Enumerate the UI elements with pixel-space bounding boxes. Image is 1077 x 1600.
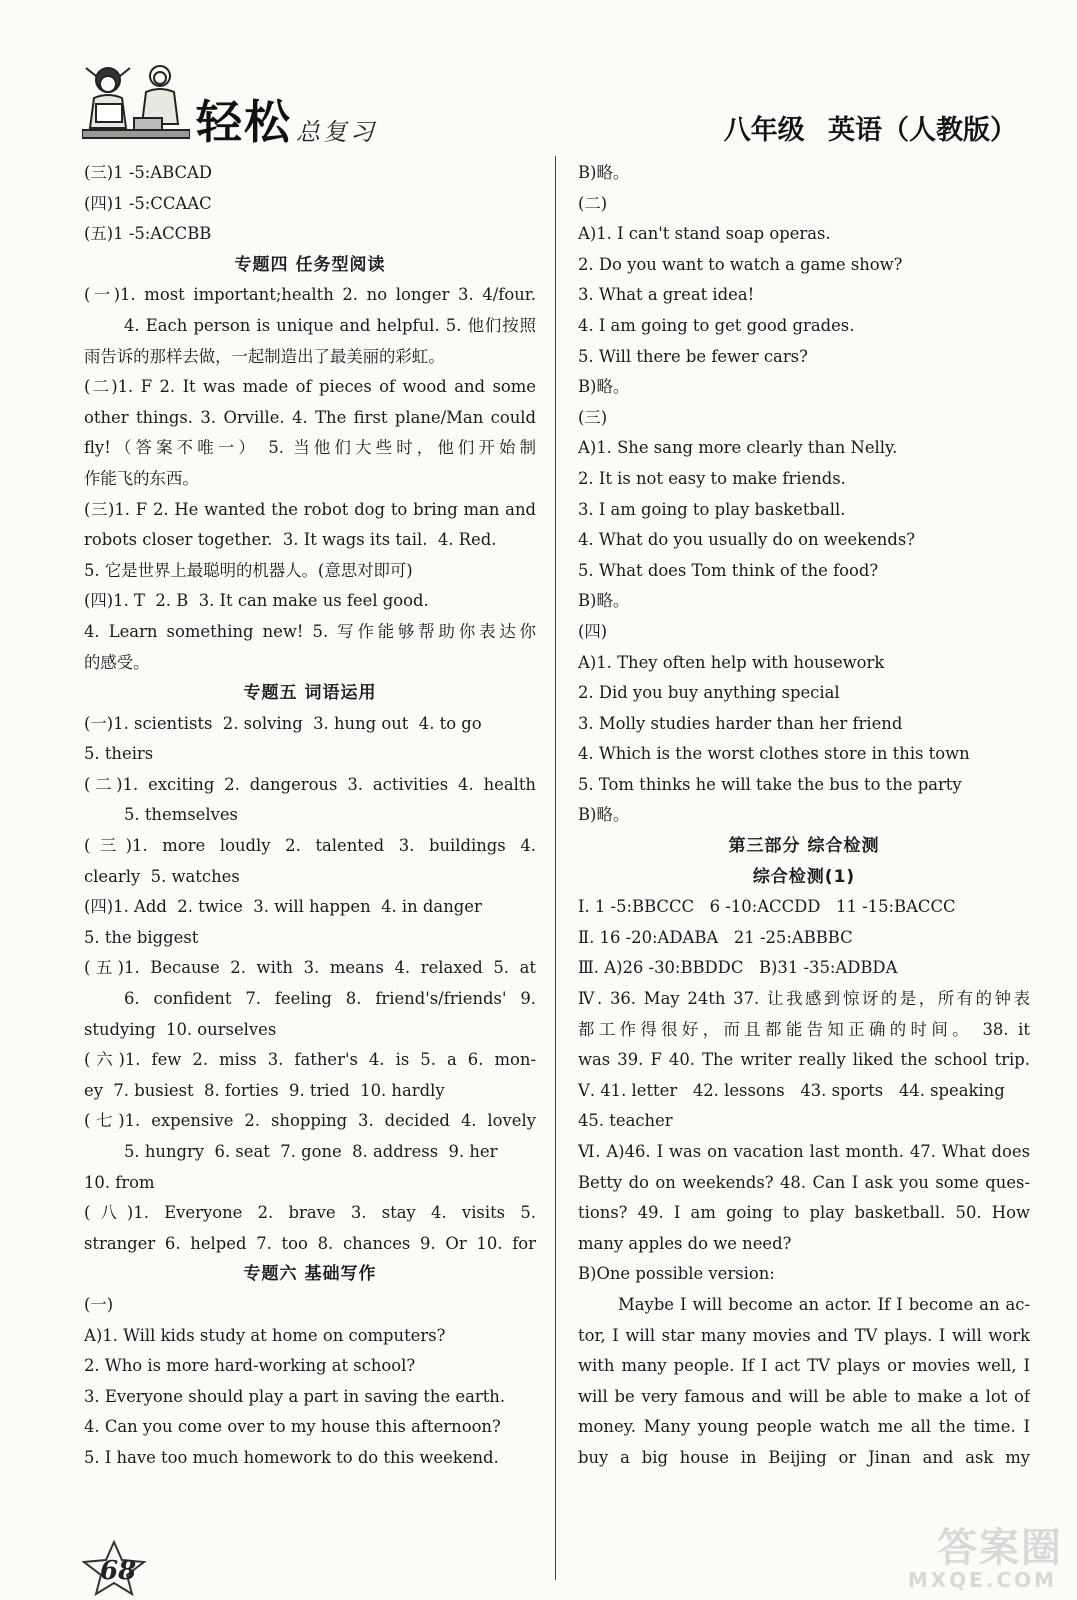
section-heading: 第三部分 综合检测 <box>728 836 880 857</box>
answer-line: with many people. If I act TV plays or movies well, I <box>578 1356 1030 1376</box>
answer-line: 雨告诉的那样去做，一起制造出了最美丽的彩虹。 <box>84 346 445 366</box>
answer-line: (三)1 -5:ABCAD <box>84 163 213 182</box>
answer-line: 10. from <box>84 1172 155 1192</box>
answer-line: (三) <box>578 407 608 427</box>
answer-line: 4. I am going to get good grades. <box>578 315 855 335</box>
answer-line: ey 7. busiest 8. forties 9. tried 10. hardly <box>84 1080 445 1100</box>
answer-line: Ⅱ. 16 -20:ADABA 21 -25:ABBBC <box>578 927 853 947</box>
site-watermark <box>903 1516 1063 1592</box>
answer-line: B)略。 <box>578 377 630 397</box>
answer-line: (一)1. most important;health 2. no longer 3. 4/four. <box>84 285 536 305</box>
page-number-badge <box>82 1540 152 1596</box>
page-header <box>0 0 1077 150</box>
answer-line: tions? 49. I am going to play basketball. 50. How <box>578 1203 1030 1223</box>
answer-line: Ⅰ. 1 -5:BBCCC 6 -10:ACCDD 11 -15:BACCC <box>578 897 956 917</box>
answer-line: 6. confident 7. feeling 8. friend's/friends' 9. <box>124 989 536 1009</box>
answer-line: Betty do on weekends? 48. Can I ask you some ques- <box>578 1172 1030 1192</box>
answer-line: (四) <box>578 621 608 641</box>
answer-line: B)略。 <box>578 163 630 182</box>
right-answer-column <box>578 158 1030 1474</box>
section-heading: 专题四 任务型阅读 <box>234 254 386 275</box>
answer-line: 45. teacher <box>578 1111 673 1131</box>
edition-label: 八年级 英语（人教版） <box>723 115 1017 146</box>
column-divider <box>555 156 556 1580</box>
answer-line: (二) <box>578 193 608 213</box>
answer-line: tor, I will star many movies and TV plays. I will work <box>578 1325 1030 1345</box>
answer-line: 5. the biggest <box>84 927 199 947</box>
answer-line: (三)1. more loudly 2. talented 3. buildings 4. <box>84 836 536 856</box>
answer-line: Ⅵ. A)46. I was on vacation last month. 47. What does <box>578 1142 1030 1161</box>
answer-line: B)略。 <box>578 805 630 825</box>
answer-line: 2. Who is more hard-working at school? <box>84 1356 416 1376</box>
answer-line: A)1. She sang more clearly than Nelly. <box>578 438 898 458</box>
answer-line: robots closer together. 3. It wags its tail. 4. Red. <box>84 530 497 550</box>
answer-line: Maybe I will become an actor. If I become an ac- <box>618 1294 1030 1314</box>
answer-line: 4. Each person is unique and helpful. 5. 他们按照 <box>124 315 536 335</box>
brand-subtitle: 总复习 <box>296 118 377 146</box>
answer-line: fly!（答案不唯一） 5. 当他们大些时，他们开始制 <box>84 438 536 458</box>
answer-line: 5. Tom thinks he will take the bus to the party <box>578 774 962 794</box>
answer-line: studying 10. ourselves <box>84 1019 277 1039</box>
answer-line: 5. themselves <box>124 805 238 825</box>
answer-line: (六)1. few 2. miss 3. father's 4. is 5. a 6. mon- <box>84 1050 536 1070</box>
answer-line: (四)1. Add 2. twice 3. will happen 4. in danger <box>84 897 482 917</box>
brand-title: 轻松 <box>196 95 292 149</box>
answer-line: Ⅲ. A)26 -30:BBDDC B)31 -35:ADBDA <box>578 958 898 978</box>
answer-line: A)1. I can't stand soap operas. <box>578 224 831 244</box>
answer-line: 5. 它是世界上最聪明的机器人。(意思对即可) <box>84 560 413 580</box>
answer-line: 3. Everyone should play a part in saving the earth. <box>84 1386 506 1406</box>
section-heading: 专题六 基础写作 <box>243 1264 377 1285</box>
answer-line: 2. Did you buy anything special <box>578 683 840 703</box>
answer-line: money. Many young people watch me all the time. I <box>578 1417 1030 1437</box>
answer-line: B)略。 <box>578 591 630 611</box>
answer-line: (二)1. F 2. It was made of pieces of wood and some <box>84 377 536 397</box>
section-heading: 专题五 词语运用 <box>243 683 377 704</box>
answer-line: (七)1. expensive 2. shopping 3. decided 4. lovely <box>84 1111 536 1131</box>
answer-line: (一) <box>84 1294 114 1314</box>
answer-line: 2. It is not easy to make friends. <box>578 468 846 488</box>
answer-line: 5. hungry 6. seat 7. gone 8. address 9. her <box>124 1142 498 1161</box>
answer-line: 3. Molly studies harder than her friend <box>578 713 903 733</box>
answer-line: (四)1. T 2. B 3. It can make us feel good. <box>84 591 429 611</box>
answer-line: (八)1. Everyone 2. brave 3. stay 4. visits 5. <box>84 1203 536 1223</box>
section-heading: 综合检测(1) <box>752 866 856 887</box>
answer-line: 5. Will there be fewer cars? <box>578 346 808 366</box>
answer-line: (五)1 -5:ACCBB <box>84 224 212 244</box>
answer-line: Ⅴ. 41. letter 42. lessons 43. sports 44. speaking <box>578 1080 1005 1100</box>
watermark-logo-text: 答案圈 <box>937 1525 1063 1571</box>
answer-line: other things. 3. Orville. 4. The first plane/Man could <box>84 407 536 427</box>
answer-line: 2. Do you want to watch a game show? <box>578 254 903 274</box>
answer-line: 5. theirs <box>84 744 154 764</box>
answer-line: 都工作得很好，而且都能告知正确的时间。 38. it <box>578 1019 1030 1039</box>
answer-line: 3. What a great idea! <box>578 285 755 305</box>
answer-line: will be very famous and will be able to make a lot of <box>578 1386 1030 1406</box>
answer-line: buy a big house in Beijing or Jinan and ask my <box>578 1447 1030 1467</box>
answer-line: clearly 5. watches <box>84 866 240 886</box>
answer-line: 的感受。 <box>84 652 150 672</box>
answer-line: Ⅳ. 36. May 24th 37. 让我感到惊讶的是，所有的钟表 <box>578 989 1030 1009</box>
answer-line: (三)1. F 2. He wanted the robot dog to bring man and <box>84 499 536 519</box>
answer-line: stranger 6. helped 7. too 8. chances 9. Or 10. for <box>84 1233 536 1253</box>
answer-line: 4. What do you usually do on weekends? <box>578 530 916 550</box>
page-number: 68 <box>100 1556 137 1586</box>
children-reading-illustration <box>82 58 190 142</box>
answer-line: (二)1. exciting 2. dangerous 3. activities 4. health <box>84 774 536 794</box>
answer-line: A)1. Will kids study at home on computers? <box>84 1325 446 1345</box>
answer-line: 4. Which is the worst clothes store in this town <box>578 744 970 764</box>
watermark-domain: MXQE.COM <box>907 1568 1057 1592</box>
answer-line: (一)1. scientists 2. solving 3. hung out 4. to go <box>84 713 482 733</box>
answer-line: B)One possible version: <box>578 1264 775 1284</box>
answer-line: 5. I have too much homework to do this weekend. <box>84 1447 499 1467</box>
answer-line: 3. I am going to play basketball. <box>578 499 846 519</box>
answer-line: 作能飞的东西。 <box>84 468 199 488</box>
answer-line: 5. What does Tom think of the food? <box>578 560 879 580</box>
left-answer-column <box>84 158 536 1474</box>
answer-line: A)1. They often help with housework <box>578 652 885 672</box>
answer-line: (五)1. Because 2. with 3. means 4. relaxed 5. at <box>84 958 536 978</box>
answer-line: 4. Can you come over to my house this afternoon? <box>84 1417 501 1437</box>
answer-line: was 39. F 40. The writer really liked the school trip. <box>578 1050 1030 1070</box>
answer-line: (四)1 -5:CCAAC <box>84 193 212 213</box>
answer-line: many apples do we need? <box>578 1233 792 1253</box>
answer-line: 4. Learn something new! 5. 写作能够帮助你表达你 <box>84 621 536 641</box>
